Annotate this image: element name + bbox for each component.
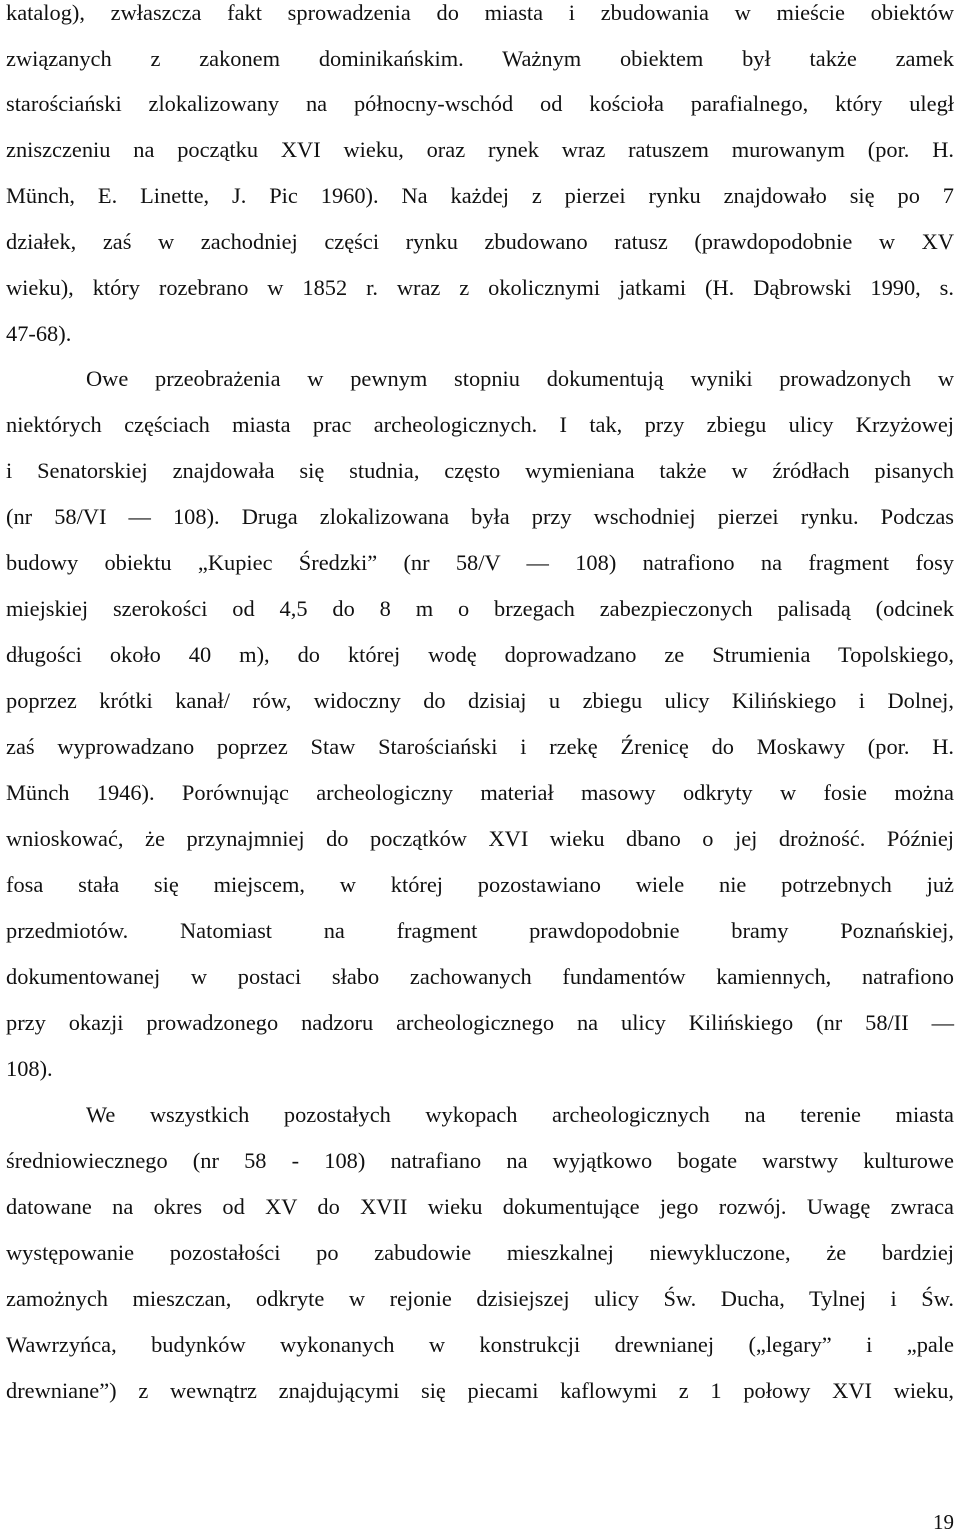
text-line: występowanie pozostałości po zabudowie mieszkalnej niewykluczone, że bardziej [6, 1240, 954, 1265]
paragraph-first-line: Owe przeobrażenia w pewnym stopniu dokumentują wyniki prowadzonych w [86, 366, 954, 391]
text-line: katalog), zwłaszcza fakt sprowadzenia do miasta i zbudowania w mieście obiektów [6, 0, 954, 25]
text-line: datowane na okres od XV do XVII wieku dokumentujące jego rozwój. Uwagę zwraca [6, 1194, 954, 1219]
text-line: wnioskować, że przynajmniej do początków XVI wieku dbano o jej drożność. Później [6, 826, 954, 851]
text-line: wieku), który rozebrano w 1852 r. wraz z okolicznymi jatkami (H. Dąbrowski 1990, s. [6, 275, 954, 300]
text-line: Wawrzyńca, budynków wykonanych w konstrukcji drewnianej („legary” i „pale [6, 1332, 954, 1357]
text-line: (nr 58/VI — 108). Druga zlokalizowana była przy wschodniej pierzei rynku. Podczas [6, 504, 954, 529]
text-line: 108). [6, 1056, 53, 1081]
text-line: Münch, E. Linette, J. Pic 1960). Na każdej z pierzei rynku znajdowało się po 7 [6, 183, 954, 208]
text-line: zniszczeniu na początku XVI wieku, oraz rynek wraz ratuszem murowanym (por. H. [6, 137, 954, 162]
text-line: budowy obiektu „Kupiec Średzki” (nr 58/V — 108) natrafiono na fragment fosy [6, 550, 954, 575]
paragraph-first-line: We wszystkich pozostałych wykopach archeologicznych na terenie miasta [86, 1102, 954, 1127]
text-line: poprzez krótki kanał/ rów, widoczny do dzisiaj u zbiegu ulicy Kilińskiego i Dolnej, [6, 688, 954, 713]
text-line: starościański zlokalizowany na północny-wschód od kościoła parafialnego, który uległ [6, 91, 954, 116]
text-line: 47-68). [6, 321, 72, 346]
text-line: Münch 1946). Porównując archeologiczny materiał masowy odkryty w fosie można [6, 780, 954, 805]
text-line: długości około 40 m), do której wodę doprowadzano ze Strumienia Topolskiego, [6, 642, 954, 667]
text-line: zaś wyprowadzano poprzez Staw Starościański i rzekę Źrenicę do Moskawy (por. H. [6, 734, 954, 759]
text-line: miejskiej szerokości od 4,5 do 8 m o brzegach zabezpieczonych palisadą (odcinek [6, 596, 954, 621]
text-line: przedmiotów. Natomiast na fragment prawdopodobnie bramy Poznańskiej, [6, 918, 954, 943]
text-line: dokumentowanej w postaci słabo zachowanych fundamentów kamiennych, natrafiono [6, 964, 954, 989]
text-line: przy okazji prowadzonego nadzoru archeologicznego na ulicy Kilińskiego (nr 58/II — [6, 1010, 954, 1035]
text-line: zamożnych mieszczan, odkryte w rejonie dzisiejszej ulicy Św. Ducha, Tylnej i Św. [6, 1286, 954, 1311]
text-line: działek, zaś w zachodniej części rynku zbudowano ratusz (prawdopodobnie w XV [6, 229, 954, 254]
text-line: związanych z zakonem dominikańskim. Ważnym obiektem był także zamek [6, 46, 954, 71]
text-line: fosa stała się miejscem, w której pozostawiano wiele nie potrzebnych już [6, 872, 954, 897]
text-line: średniowiecznego (nr 58 - 108) natrafiano na wyjątkowo bogate warstwy kulturowe [6, 1148, 954, 1173]
page-number: 19 [933, 1510, 954, 1534]
text-line: i Senatorskiej znajdowała się studnia, często wymieniana także w źródłach pisanych [6, 458, 954, 483]
text-line: drewniane”) z wewnątrz znajdującymi się piecami kaflowymi z 1 połowy XVI wieku, [6, 1378, 954, 1403]
text-line: niektórych częściach miasta prac archeologicznych. I tak, przy zbiegu ulicy Krzyżowej [6, 412, 954, 437]
